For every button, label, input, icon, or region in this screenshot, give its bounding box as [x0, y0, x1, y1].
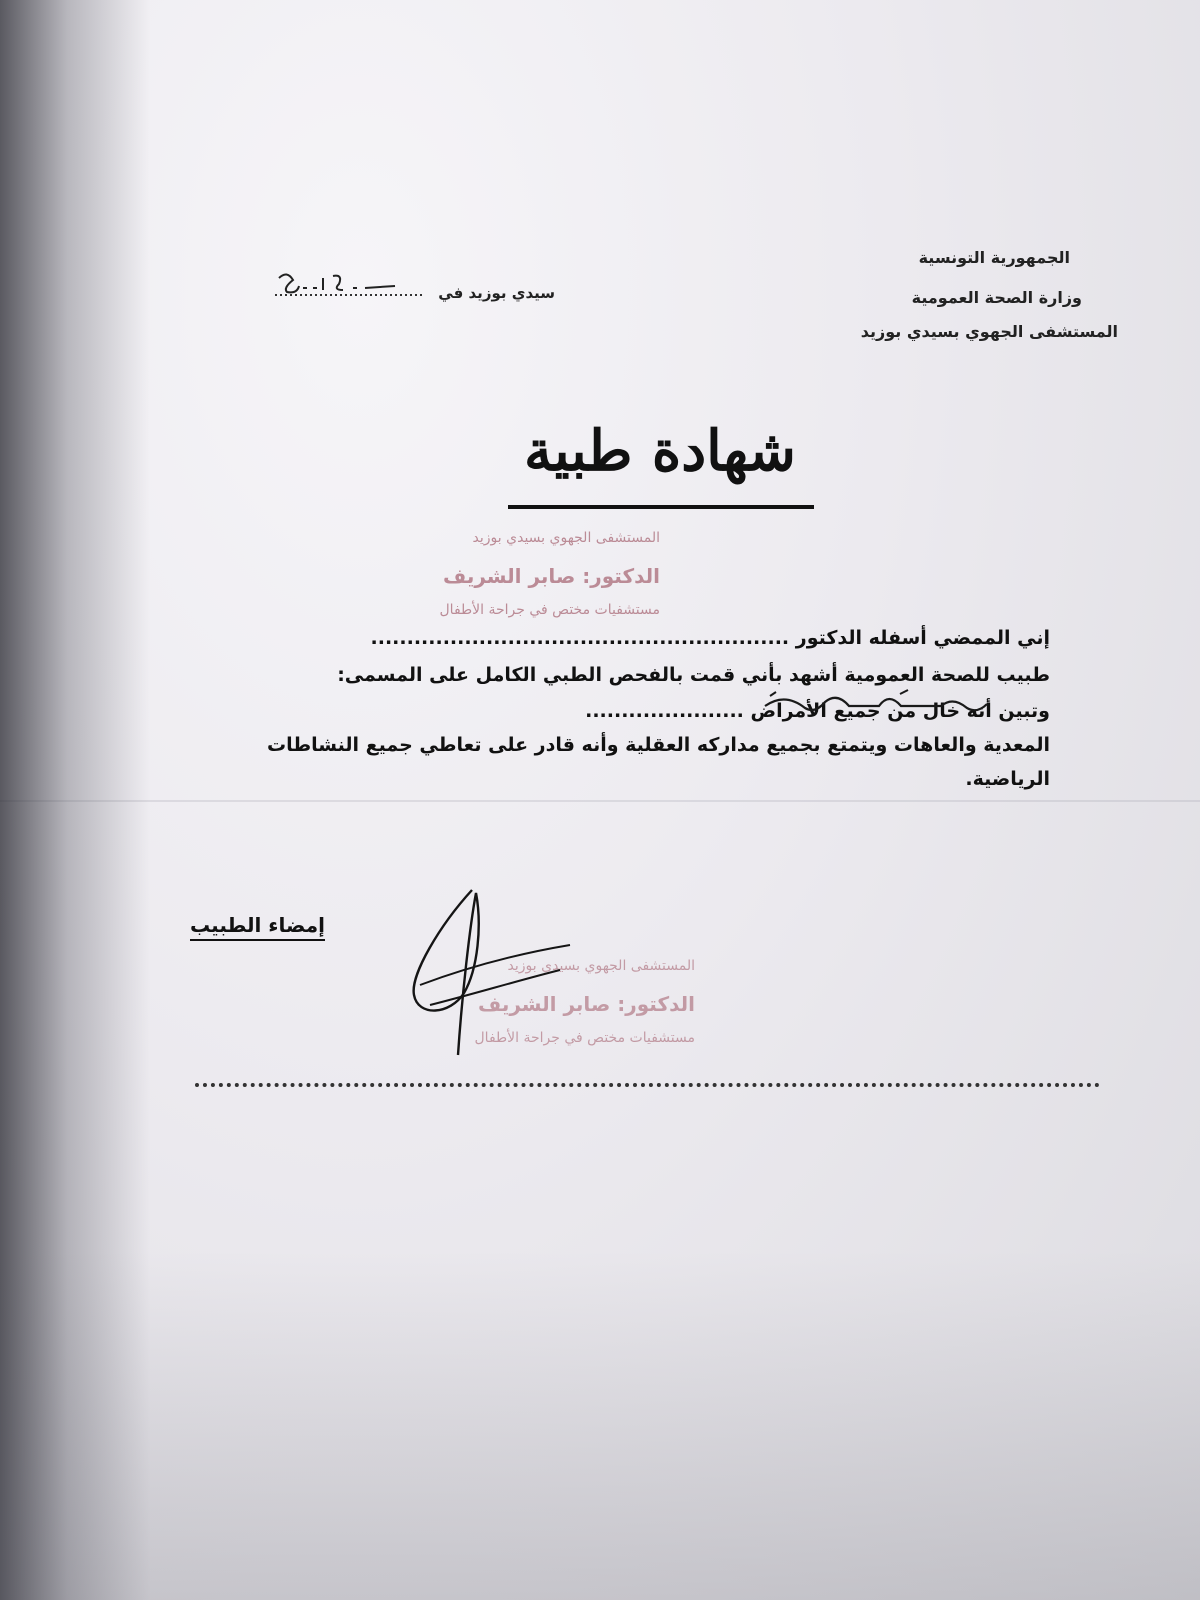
body-line-1	[371, 627, 1050, 649]
paper-fold	[0, 800, 1200, 802]
body-line-2: طبيب للصحة العمومية أشهد بأني قمت بالفحص الطبي الكامل على المسمى:	[337, 664, 1050, 686]
header-republic: الجمهورية التونسية	[918, 248, 1070, 267]
header-ministry: وزارة الصحة العمومية	[911, 288, 1082, 307]
body-line-3-dots: ......................	[585, 700, 744, 722]
doctor-signature	[400, 885, 590, 1070]
handwritten-date	[275, 268, 425, 300]
document-title: شهادة طبية	[524, 418, 796, 484]
place-and-date	[275, 268, 555, 308]
header-hospital: المستشفى الجهوي بسيدي بوزيد	[860, 322, 1118, 341]
signature-label: إمضاء الطبيب	[190, 913, 325, 941]
stamp-doctor: الدكتور: صابر الشريف	[443, 564, 660, 588]
body-line-4: المعدية والعاهات ويتمتع بجميع مداركه العقلية وأنه قادر على تعاطي جميع النشاطات	[266, 734, 1050, 756]
body-line-3-text: وتبين أنه خال من جميع الأمراض	[750, 700, 1050, 722]
signature-stamp-hospital: المستشفى الجهوي بسيدي بوزيد	[507, 958, 695, 974]
bottom-dotted-line	[195, 1083, 1100, 1087]
signature-stamp-specialty: مستشفيات مختص في جراحة الأطفال	[474, 1030, 695, 1046]
handwritten-name	[760, 688, 1010, 718]
place-label: سيدي بوزيد في	[438, 284, 555, 302]
title-underline	[508, 505, 814, 509]
signature-stamp-doctor: الدكتور: صابر الشريف	[478, 992, 695, 1016]
body-line-1-dots: ..........................................................	[370, 627, 790, 649]
body-line-1-text: إني الممضي أسفله الدكتور	[795, 627, 1050, 649]
doctor-stamp	[380, 530, 660, 630]
stamp-specialty: مستشفيات مختص في جراحة الأطفال	[439, 602, 660, 618]
stamp-hospital: المستشفى الجهوي بسيدي بوزيد	[472, 530, 660, 546]
body-line-5: الرياضية.	[965, 768, 1050, 790]
